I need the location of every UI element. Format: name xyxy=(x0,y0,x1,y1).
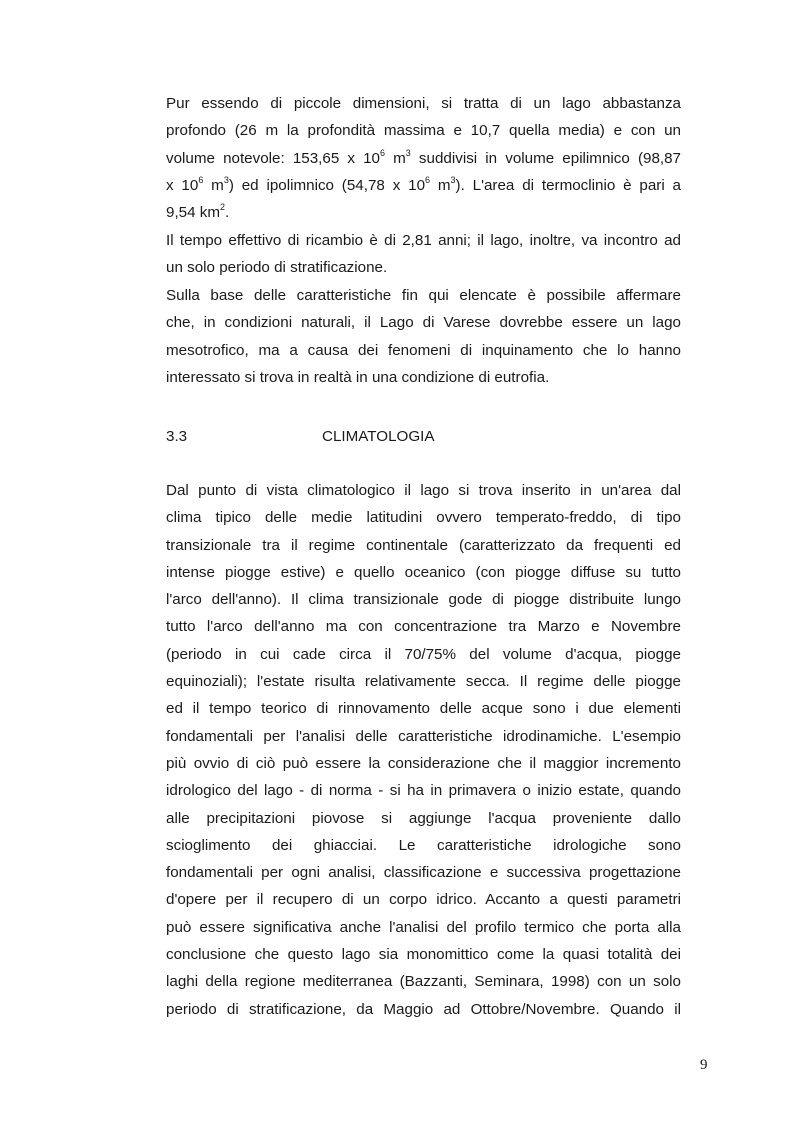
text-fragment: volume notevole: 153,65 x 10 xyxy=(166,149,380,167)
text-fragment: ) ed ipolimnico (54,78 x 10 xyxy=(228,176,426,194)
text-line: un solo periodo di stratificazione. xyxy=(166,259,388,277)
text-line xyxy=(166,172,681,199)
text-line: conclusione che questo lago sia monomittico come la quasi totalità dei xyxy=(166,946,681,964)
text-line: ed il tempo teorico di rinnovamento delle acque sono i due elementi xyxy=(166,700,681,718)
text-line: Il tempo effettivo di ricambio è di 2,81 anni; il lago, inoltre, va incontro ad xyxy=(166,232,681,249)
text-line: d'opere per il recupero di un corpo idrico. Accanto a questi parametri xyxy=(166,891,681,909)
superscript: 3 xyxy=(223,174,229,185)
text-fragment: m xyxy=(385,149,406,167)
paragraph-trophic-state xyxy=(166,282,681,391)
text-line: Dal punto di vista climatologico il lago si trova inserito in un'area dal xyxy=(166,482,681,499)
text-fragment: x 10 xyxy=(166,176,199,194)
text-fragment: m xyxy=(203,176,224,194)
text-fragment: 9,54 km xyxy=(166,204,221,222)
text-line: più ovvio di ciò può essere la considerazione che il maggior incremento xyxy=(166,754,681,772)
superscript: 6 xyxy=(425,174,431,185)
text-line: Sulla base delle caratteristiche fin qui elencate è possibile affermare xyxy=(166,287,681,304)
section-title: CLIMATOLOGIA xyxy=(322,428,435,445)
text-line: equinoziali); l'estate risulta relativamente secca. Il regime delle piogge xyxy=(166,673,681,691)
superscript: 6 xyxy=(198,174,204,185)
text-line: periodo di stratificazione, da Maggio ad Ottobre/Novembre. Quando il xyxy=(166,1000,681,1018)
text-fragment: suddivisi in volume epilimnico (98,87 xyxy=(410,149,682,167)
text-line: intense piogge estive) e quello oceanico (con piogge diffuse su tutto xyxy=(166,563,681,581)
text-line: (periodo in cui cade circa il 70/75% del volume d'acqua, piogge xyxy=(166,645,681,663)
text-line: fondamentali per l'analisi delle caratteristiche idrodinamiche. L'esempio xyxy=(166,727,681,745)
page-number: 9 xyxy=(700,1057,708,1073)
paragraph-climatology xyxy=(166,477,681,1023)
text-line xyxy=(166,199,681,226)
text-line xyxy=(166,145,681,172)
text-line: che, in condizioni naturali, il Lago di Varese dovrebbe essere un lago xyxy=(166,314,681,332)
text-line: tutto l'arco dell'anno ma con concentrazione tra Marzo e Novembre xyxy=(166,618,681,636)
paragraph-lake-dimensions xyxy=(166,90,681,226)
text-line: clima tipico delle medie latitudini ovvero temperato-freddo, di tipo xyxy=(166,509,681,527)
paragraph-renewal-time xyxy=(166,227,681,282)
superscript: 3 xyxy=(405,147,411,158)
text-line: laghi della regione mediterranea (Bazzanti, Seminara, 1998) con un solo xyxy=(166,973,681,991)
section-number: 3.3 xyxy=(166,428,188,445)
text-fragment: m xyxy=(430,176,451,194)
text-line: Pur essendo di piccole dimensioni, si tratta di un lago abbastanza xyxy=(166,95,681,112)
superscript: 6 xyxy=(380,147,386,158)
section-heading xyxy=(166,425,681,449)
text-line: fondamentali per ogni analisi, classificazione e successiva progettazione xyxy=(166,864,681,882)
text-line: l'arco dell'anno). Il clima transizionale gode di piogge distribuite lungo xyxy=(166,591,681,609)
text-fragment: ). L'area di termoclinio è pari a xyxy=(455,176,681,194)
text-line: scioglimento dei ghiacciai. Le caratteristiche idrologiche sono xyxy=(166,836,681,854)
text-fragment: . xyxy=(225,204,230,222)
text-line: può essere significativa anche l'analisi del profilo termico che porta alla xyxy=(166,918,681,936)
text-line: interessato si trova in realtà in una condizione di eutrofia. xyxy=(166,368,550,386)
superscript: 2 xyxy=(220,202,226,213)
text-line: alle precipitazioni piovose si aggiunge l'acqua proveniente dallo xyxy=(166,809,681,827)
text-line: idrologico del lago - di norma - si ha in primavera o inizio estate, quando xyxy=(166,782,681,800)
text-line: profondo (26 m la profondità massima e 10,7 quella media) e con un xyxy=(166,122,681,140)
text-line: mesotrofico, ma a causa dei fenomeni di inquinamento che lo hanno xyxy=(166,341,681,359)
text-line: transizionale tra il regime continentale (caratterizzato da frequenti ed xyxy=(166,536,681,554)
superscript: 3 xyxy=(450,174,456,185)
